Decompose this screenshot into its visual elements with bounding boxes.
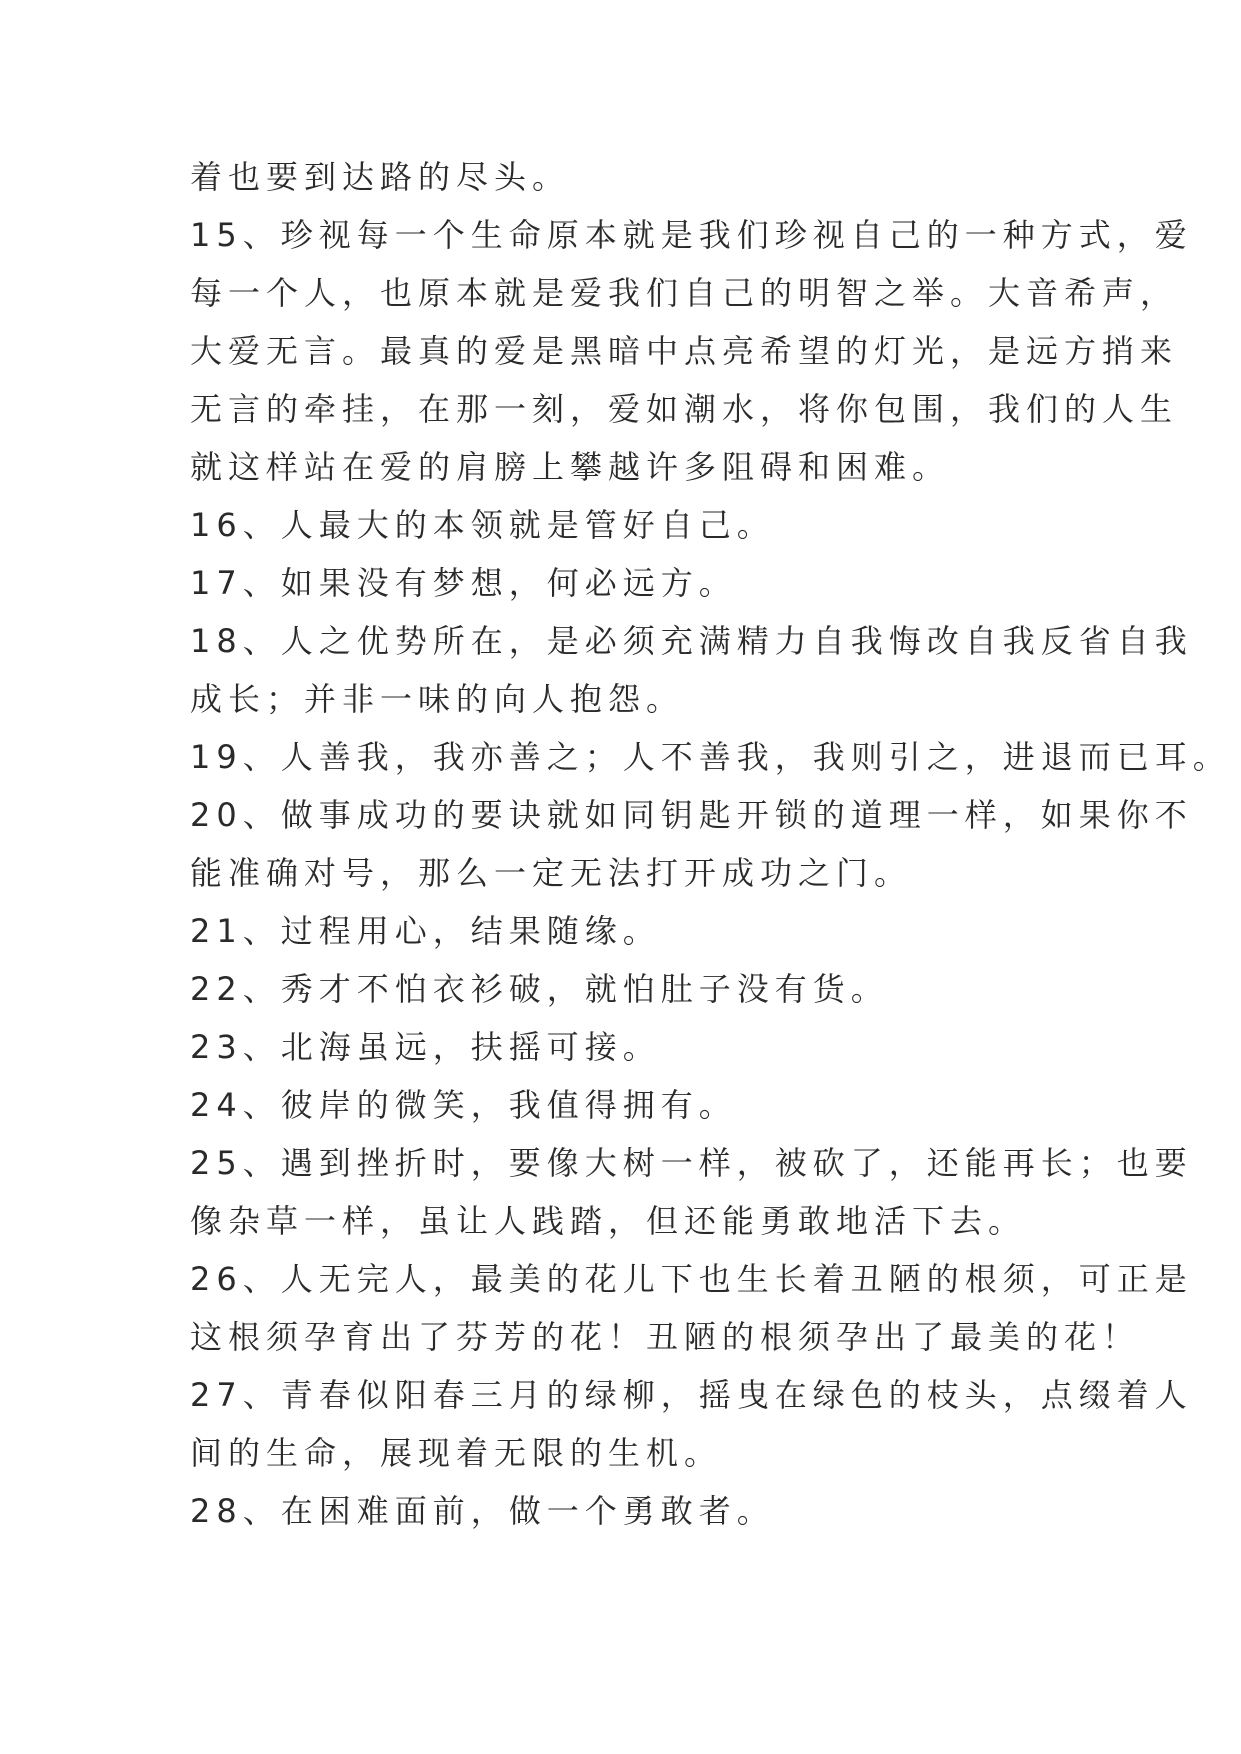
document-body [190,148,1231,1540]
text-line: 18、人之优势所在，是必须充满精力自我悔改自我反省自我 [190,622,1193,660]
text-line: 17、如果没有梦想，何必远方。 [190,564,737,602]
text-line: 28、在困难面前，做一个勇敢者。 [190,1492,775,1530]
text-line: 22、秀才不怕衣衫破，就怕肚子没有货。 [190,970,889,1008]
text-line: 着也要到达路的尽头。 [190,158,571,196]
text-line: 20、做事成功的要诀就如同钥匙开锁的道理一样，如果你不 [190,796,1193,834]
text-line: 成长；并非一味的向人抱怨。 [190,680,685,718]
text-line: 24、彼岸的微笑，我值得拥有。 [190,1086,737,1124]
text-line: 间的生命，展现着无限的生机。 [190,1434,723,1472]
text-line: 每一个人，也原本就是爱我们自己的明智之举。大音希声， [190,274,1179,312]
text-line: 21、过程用心，结果随缘。 [190,912,661,950]
text-line: 就这样站在爱的肩膀上攀越许多阻碍和困难。 [190,448,951,486]
text-line: 能准确对号，那么一定无法打开成功之门。 [190,854,913,892]
text-line: 16、人最大的本领就是管好自己。 [190,506,775,544]
text-line: 大爱无言。最真的爱是黑暗中点亮希望的灯光，是远方捎来 [190,332,1179,370]
text-line: 23、北海虽远，扶摇可接。 [190,1028,661,1066]
text-line: 27、青春似阳春三月的绿柳，摇曳在绿色的枝头，点缀着人 [190,1376,1193,1414]
text-line: 15、珍视每一个生命原本就是我们珍视自己的一种方式，爱 [190,216,1193,254]
text-line: 像杂草一样，虽让人践踏，但还能勇敢地活下去。 [190,1202,1027,1240]
text-line: 无言的牵挂，在那一刻，爱如潮水，将你包围，我们的人生 [190,390,1179,428]
text-line: 25、遇到挫折时，要像大树一样，被砍了，还能再长；也要 [190,1144,1193,1182]
text-line: 这根须孕育出了芬芳的花！丑陋的根须孕出了最美的花！ [190,1318,1141,1356]
text-line: 26、人无完人，最美的花儿下也生长着丑陋的根须，可正是 [190,1260,1193,1298]
text-line: 19、人善我，我亦善之；人不善我，我则引之，进退而已耳。 [190,738,1231,776]
